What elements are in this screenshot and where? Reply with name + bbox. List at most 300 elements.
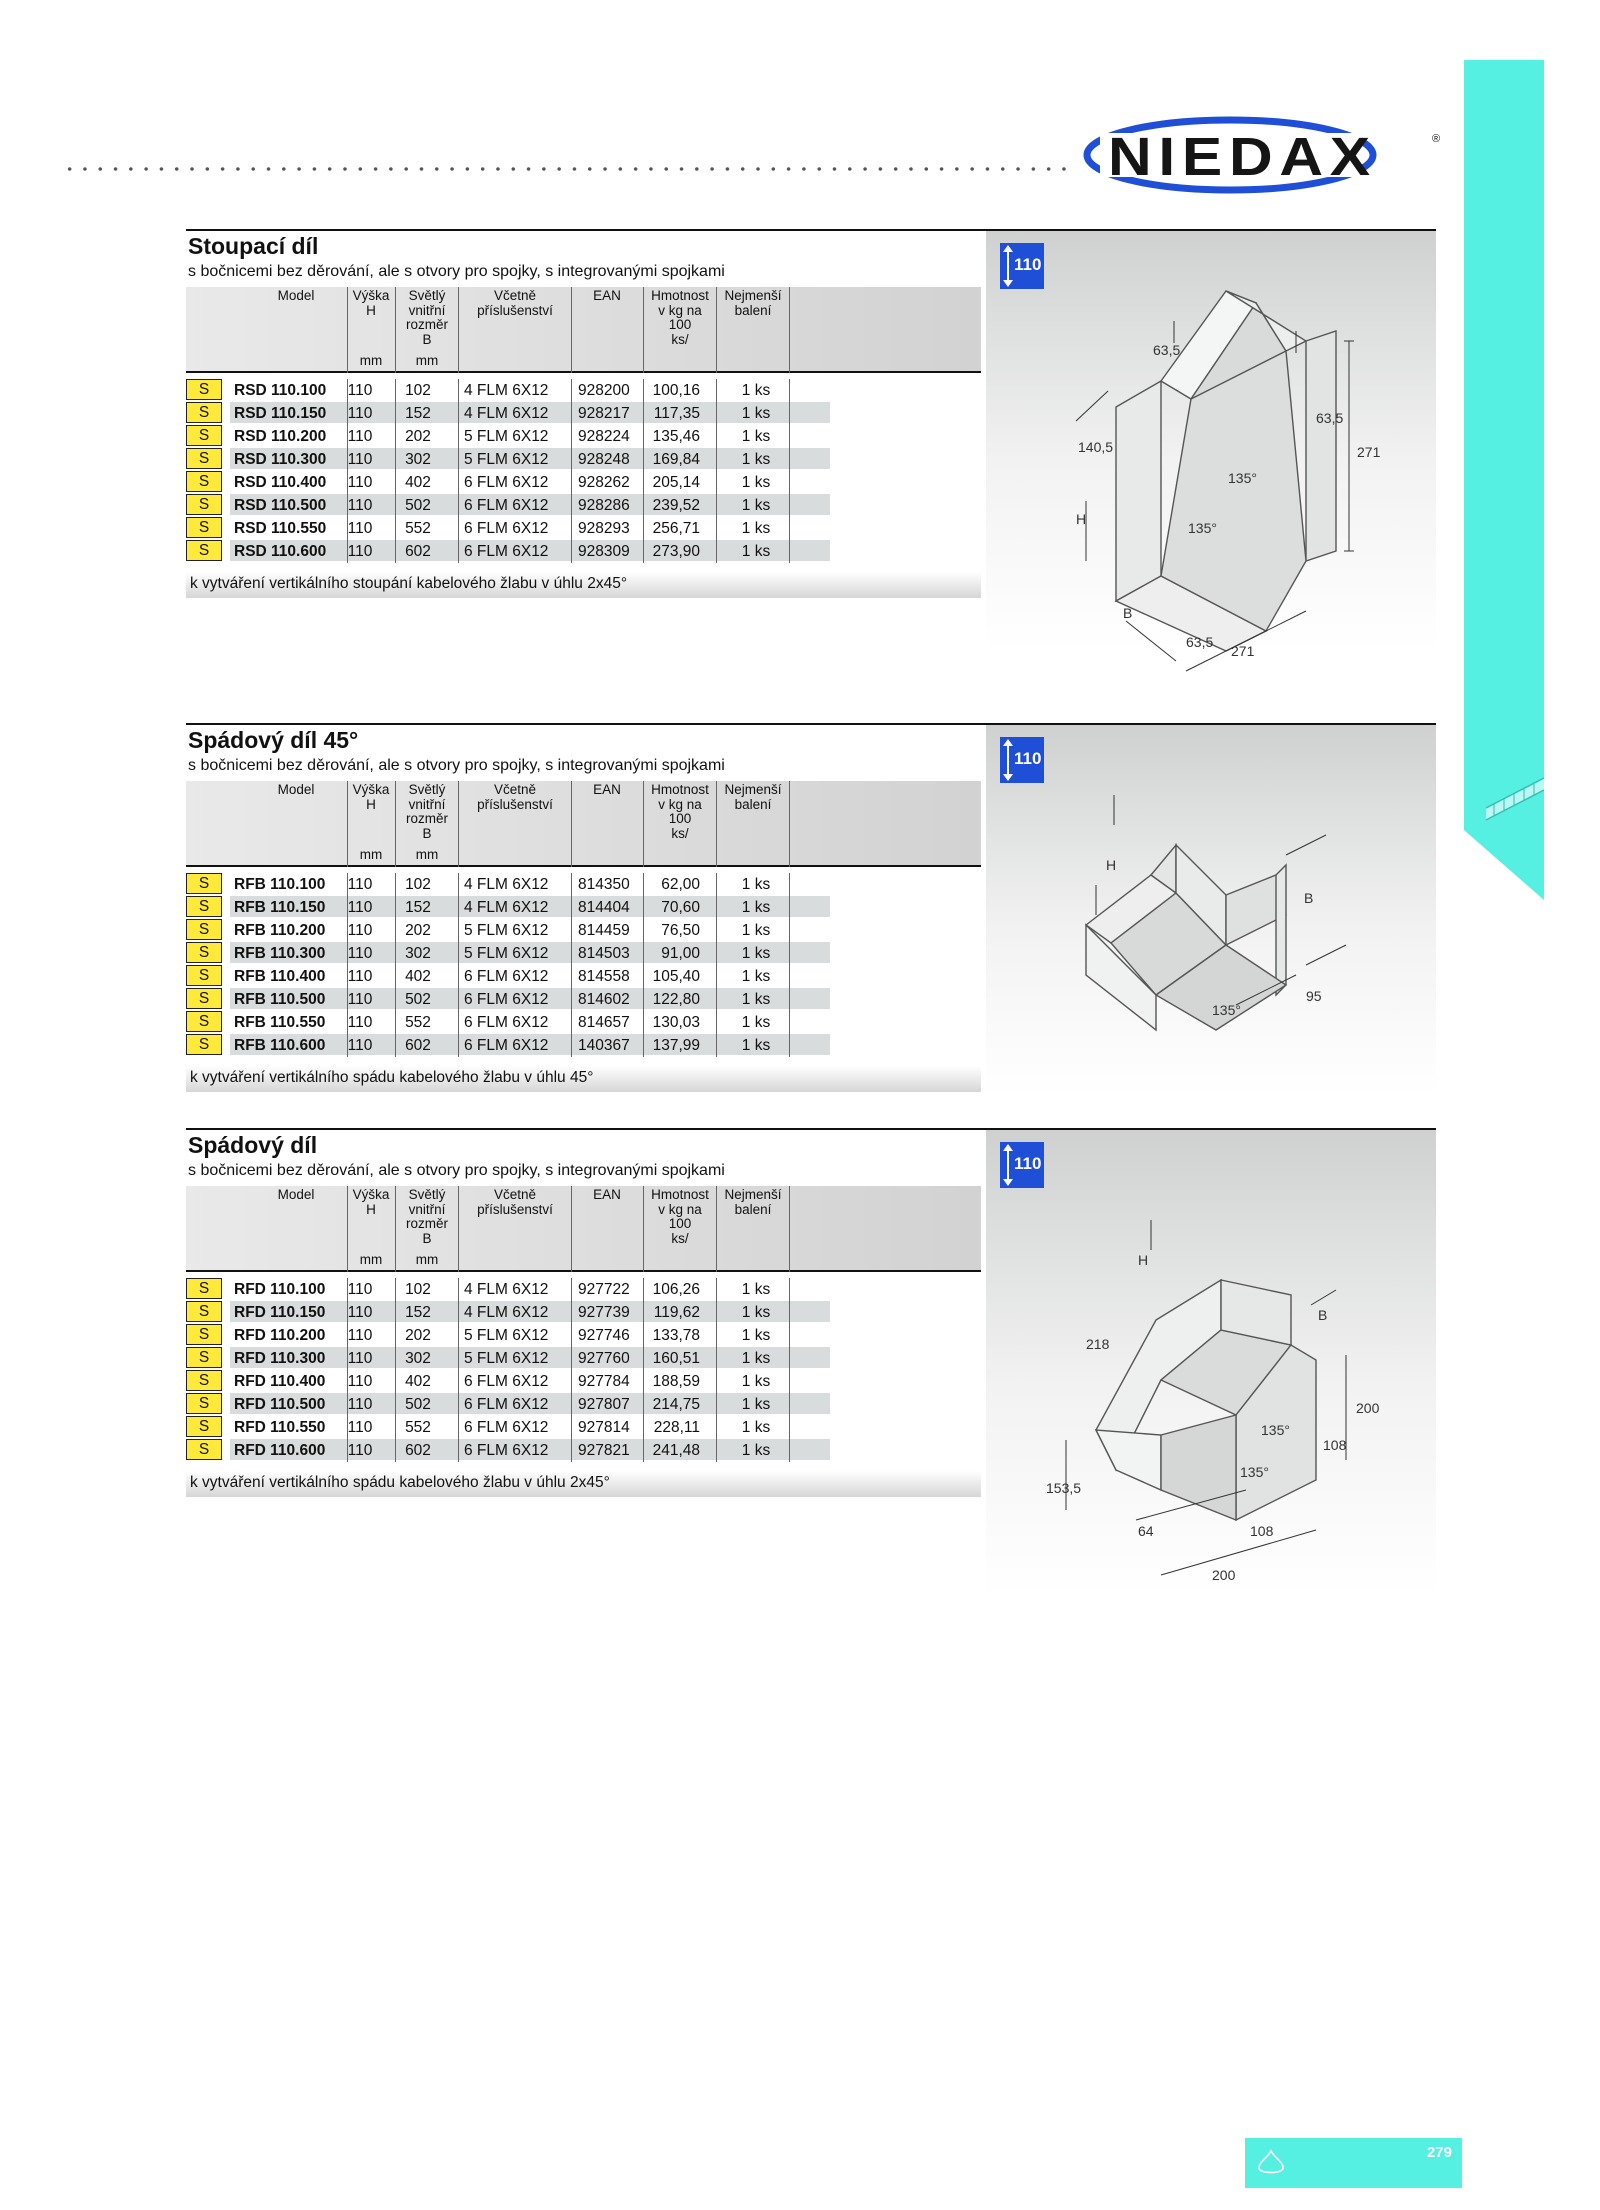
- cell-ean: 814459: [578, 922, 630, 939]
- table-row: [186, 873, 981, 896]
- col-divider: [716, 1034, 717, 1057]
- cell-model: RSD 110.500: [234, 497, 327, 514]
- table-row: [186, 1011, 981, 1034]
- col-divider: [347, 471, 348, 494]
- col-divider: [571, 1393, 572, 1416]
- col-divider: [347, 540, 348, 563]
- th-model: Model: [277, 1187, 315, 1202]
- cell-weight: 188,59: [652, 1373, 700, 1390]
- col-divider: [458, 379, 459, 402]
- col-divider: [789, 988, 790, 1011]
- col-divider: [347, 402, 348, 425]
- cell-height: 110: [347, 1037, 373, 1054]
- th-weight: Hmotnost v kg na 100 ks/: [651, 1187, 709, 1246]
- table-row: [186, 471, 981, 494]
- stock-badge: S: [186, 1347, 222, 1368]
- cell-width: 402: [405, 474, 431, 491]
- col-divider: [395, 1034, 396, 1057]
- section-title: Stoupací díl: [188, 233, 319, 259]
- niedax-logo: [1080, 117, 1440, 197]
- cell-ean: 928293: [578, 520, 630, 537]
- col-divider: [395, 1301, 396, 1324]
- cell-pack: 1 ks: [741, 968, 771, 985]
- th-model: Model: [277, 288, 315, 303]
- cell-model: RFD 110.600: [234, 1442, 326, 1459]
- cell-height: 110: [347, 405, 373, 422]
- col-divider: [347, 1347, 348, 1370]
- cell-height: 110: [347, 899, 373, 916]
- cell-accessories: 5 FLM 6X12: [464, 1327, 549, 1344]
- dim-label: H: [1138, 1252, 1149, 1268]
- cell-model: RFB 110.100: [234, 876, 326, 893]
- dim-label: 108: [1323, 1437, 1347, 1453]
- col-divider: [789, 942, 790, 965]
- cell-accessories: 6 FLM 6X12: [464, 520, 549, 537]
- table-row: [186, 1301, 981, 1324]
- col-divider: [571, 1439, 572, 1462]
- col-divider: [347, 425, 348, 448]
- cell-width: 202: [405, 428, 431, 445]
- dim-label: 63,5: [1153, 342, 1181, 358]
- unit-b: mm: [415, 847, 439, 862]
- cell-ean: 814558: [578, 968, 630, 985]
- col-divider: [571, 919, 572, 942]
- header-dotted-rule: [62, 166, 1072, 172]
- col-divider: [395, 965, 396, 988]
- table-row: [186, 1324, 981, 1347]
- stock-badge: S: [186, 1011, 222, 1032]
- col-divider: [347, 379, 348, 402]
- col-divider: [643, 494, 644, 517]
- col-divider: [458, 540, 459, 563]
- col-divider: [395, 1393, 396, 1416]
- unit-h: mm: [359, 847, 383, 862]
- dim-label: B: [1123, 605, 1133, 621]
- col-divider: [789, 1324, 790, 1347]
- table-row: [186, 494, 981, 517]
- cell-model: RSD 110.150: [234, 405, 327, 422]
- table-body: [186, 1278, 981, 1462]
- col-divider: [789, 1301, 790, 1324]
- cell-ean: 928224: [578, 428, 630, 445]
- cell-accessories: 4 FLM 6X12: [464, 405, 549, 422]
- th-accessories: Včetně příslušenství: [477, 1187, 553, 1217]
- cell-accessories: 6 FLM 6X12: [464, 1014, 549, 1031]
- col-divider: [458, 896, 459, 919]
- stock-badge: S: [186, 942, 222, 963]
- cell-accessories: 6 FLM 6X12: [464, 968, 549, 985]
- section-stoupaci-dil: [186, 229, 1436, 659]
- cell-accessories: 6 FLM 6X12: [464, 1442, 549, 1459]
- stock-badge: S: [186, 448, 222, 469]
- col-divider: [395, 1416, 396, 1439]
- cell-weight: 239,52: [652, 497, 700, 514]
- cell-width: 152: [405, 899, 431, 916]
- col-divider: [347, 517, 348, 540]
- col-divider: [458, 1393, 459, 1416]
- col-divider: [643, 448, 644, 471]
- figure-panel: [986, 1130, 1436, 1595]
- table-body: [186, 873, 981, 1057]
- figure-panel: [986, 231, 1436, 659]
- col-divider: [395, 1324, 396, 1347]
- th-weight: Hmotnost v kg na 100 ks/: [651, 288, 709, 347]
- cell-model: RFB 110.150: [234, 899, 326, 916]
- col-divider: [395, 448, 396, 471]
- cell-model: RFB 110.550: [234, 1014, 326, 1031]
- drop-45-drawing: [986, 725, 1436, 1095]
- cell-weight: 62,00: [661, 876, 700, 893]
- cell-weight: 256,71: [652, 520, 700, 537]
- cell-height: 110: [347, 991, 373, 1008]
- col-divider: [643, 379, 644, 402]
- cell-height: 110: [347, 382, 373, 399]
- cell-height: 110: [347, 474, 373, 491]
- cell-width: 552: [405, 1014, 431, 1031]
- col-divider: [571, 965, 572, 988]
- table-body: [186, 379, 981, 563]
- dim-label: 153,5: [1046, 1480, 1082, 1496]
- stock-badge: S: [186, 494, 222, 515]
- cell-accessories: 6 FLM 6X12: [464, 497, 549, 514]
- cell-height: 110: [347, 1350, 373, 1367]
- col-divider: [716, 494, 717, 517]
- col-divider: [571, 1416, 572, 1439]
- unit-h: mm: [359, 353, 383, 368]
- col-divider: [571, 517, 572, 540]
- cell-ean: 928200: [578, 382, 630, 399]
- table-row: [186, 965, 981, 988]
- cell-height: 110: [347, 1281, 373, 1298]
- cell-ean: 927739: [578, 1304, 630, 1321]
- cell-accessories: 4 FLM 6X12: [464, 899, 549, 916]
- cell-ean: 928248: [578, 451, 630, 468]
- stock-badge: S: [186, 988, 222, 1009]
- col-divider: [458, 448, 459, 471]
- brand-wordmark: NIEDAX: [1108, 127, 1377, 187]
- cell-pack: 1 ks: [741, 428, 771, 445]
- col-divider: [789, 448, 790, 471]
- col-divider: [789, 1370, 790, 1393]
- col-divider: [716, 1439, 717, 1462]
- cell-model: RSD 110.550: [234, 520, 327, 537]
- cell-pack: 1 ks: [741, 520, 771, 537]
- height-110-badge: 110: [1000, 1142, 1044, 1188]
- col-divider: [716, 919, 717, 942]
- col-divider: [571, 942, 572, 965]
- dim-label: 108: [1250, 1523, 1274, 1539]
- col-divider: [395, 402, 396, 425]
- col-divider: [716, 1011, 717, 1034]
- cell-ean: 927807: [578, 1396, 630, 1413]
- col-divider: [347, 494, 348, 517]
- page-footer: [1245, 2138, 1462, 2188]
- table-row: [186, 1439, 981, 1462]
- cell-accessories: 6 FLM 6X12: [464, 991, 549, 1008]
- cell-pack: 1 ks: [741, 382, 771, 399]
- cell-height: 110: [347, 1304, 373, 1321]
- cell-height: 110: [347, 945, 373, 962]
- cell-weight: 273,90: [652, 543, 700, 560]
- col-divider: [571, 402, 572, 425]
- table-header: [186, 1186, 981, 1272]
- col-divider: [716, 1370, 717, 1393]
- col-divider: [347, 1301, 348, 1324]
- th-height: Výška H: [352, 782, 390, 812]
- col-divider: [716, 1347, 717, 1370]
- col-divider: [458, 1278, 459, 1301]
- col-divider: [716, 471, 717, 494]
- unit-h: mm: [359, 1252, 383, 1267]
- cell-accessories: 6 FLM 6X12: [464, 474, 549, 491]
- stock-badge: S: [186, 965, 222, 986]
- cell-ean: 814657: [578, 1014, 630, 1031]
- col-divider: [458, 1011, 459, 1034]
- cell-accessories: 4 FLM 6X12: [464, 876, 549, 893]
- col-divider: [716, 1301, 717, 1324]
- col-divider: [395, 540, 396, 563]
- col-divider: [789, 965, 790, 988]
- col-divider: [571, 1011, 572, 1034]
- cell-pack: 1 ks: [741, 1396, 771, 1413]
- cell-height: 110: [347, 543, 373, 560]
- col-divider: [458, 1439, 459, 1462]
- col-divider: [571, 1034, 572, 1057]
- stock-badge: S: [186, 517, 222, 538]
- table-header: [186, 287, 981, 373]
- col-divider: [571, 494, 572, 517]
- stock-badge: S: [186, 402, 222, 423]
- col-divider: [571, 1370, 572, 1393]
- cell-pack: 1 ks: [741, 451, 771, 468]
- table-row: [186, 1393, 981, 1416]
- dim-label: 63,5: [1186, 634, 1214, 650]
- col-divider: [716, 448, 717, 471]
- cell-ean: 140367: [578, 1037, 630, 1054]
- table-row: [186, 942, 981, 965]
- cell-model: RFD 110.100: [234, 1281, 326, 1298]
- col-divider: [716, 1324, 717, 1347]
- cell-weight: 133,78: [652, 1327, 700, 1344]
- table-row: [186, 1370, 981, 1393]
- dim-label: 95: [1306, 988, 1322, 1004]
- table-row: [186, 1347, 981, 1370]
- dim-label: 135°: [1261, 1422, 1290, 1438]
- col-divider: [716, 896, 717, 919]
- cell-pack: 1 ks: [741, 1037, 771, 1054]
- cell-height: 110: [347, 876, 373, 893]
- cell-model: RFD 110.200: [234, 1327, 326, 1344]
- col-divider: [458, 471, 459, 494]
- col-divider: [571, 896, 572, 919]
- cell-accessories: 5 FLM 6X12: [464, 1350, 549, 1367]
- col-divider: [716, 965, 717, 988]
- cell-weight: 119,62: [653, 1304, 700, 1321]
- col-divider: [643, 540, 644, 563]
- cell-ean: 927760: [578, 1350, 630, 1367]
- col-divider: [643, 1324, 644, 1347]
- cell-weight: 76,50: [661, 922, 700, 939]
- col-divider: [571, 873, 572, 896]
- cell-model: RFB 110.300: [234, 945, 326, 962]
- col-divider: [395, 942, 396, 965]
- page-number: 279: [1426, 2144, 1452, 2161]
- col-divider: [643, 1034, 644, 1057]
- section-title: Spádový díl: [188, 1132, 318, 1158]
- col-divider: [347, 873, 348, 896]
- cell-pack: 1 ks: [741, 1442, 771, 1459]
- col-divider: [643, 1439, 644, 1462]
- col-divider: [458, 425, 459, 448]
- cell-ean: 928309: [578, 543, 630, 560]
- cell-accessories: 4 FLM 6X12: [464, 382, 549, 399]
- cell-height: 110: [347, 497, 373, 514]
- col-divider: [643, 1370, 644, 1393]
- col-divider: [347, 1034, 348, 1057]
- col-divider: [395, 873, 396, 896]
- cell-ean: 928262: [578, 474, 630, 491]
- col-divider: [571, 448, 572, 471]
- col-divider: [458, 1034, 459, 1057]
- col-divider: [789, 287, 790, 373]
- stock-badge: S: [186, 919, 222, 940]
- cell-accessories: 6 FLM 6X12: [464, 1373, 549, 1390]
- cell-width: 202: [405, 922, 431, 939]
- stock-badge: S: [186, 1324, 222, 1345]
- col-divider: [789, 781, 790, 867]
- th-accessories: Včetně příslušenství: [477, 782, 553, 812]
- section-note: k vytváření vertikálního stoupání kabelového žlabu v úhlu 2x45°: [186, 572, 981, 598]
- col-divider: [395, 494, 396, 517]
- dim-label: B: [1318, 1307, 1328, 1323]
- cell-height: 110: [347, 1014, 373, 1031]
- th-width: Světlý vnitřní rozměr B: [405, 782, 448, 841]
- col-divider: [571, 540, 572, 563]
- cell-accessories: 6 FLM 6X12: [464, 1037, 549, 1054]
- cell-height: 110: [347, 1327, 373, 1344]
- cell-pack: 1 ks: [741, 899, 771, 916]
- col-divider: [789, 1186, 790, 1272]
- cell-model: RFB 110.200: [234, 922, 326, 939]
- dim-label: 135°: [1228, 470, 1257, 486]
- table-row: [186, 1278, 981, 1301]
- col-divider: [571, 1347, 572, 1370]
- col-divider: [789, 1347, 790, 1370]
- drop-2x45-drawing: [986, 1130, 1436, 1595]
- col-divider: [716, 425, 717, 448]
- col-divider: [789, 1416, 790, 1439]
- cell-model: RSD 110.300: [234, 451, 327, 468]
- col-divider: [789, 1011, 790, 1034]
- col-divider: [347, 1439, 348, 1462]
- col-divider: [716, 540, 717, 563]
- height-110-badge: 110: [1000, 243, 1044, 289]
- col-divider: [395, 517, 396, 540]
- col-divider: [789, 471, 790, 494]
- cell-pack: 1 ks: [741, 1350, 771, 1367]
- dim-label: 271: [1357, 444, 1381, 460]
- table-row: [186, 448, 981, 471]
- cell-ean: 927821: [578, 1442, 630, 1459]
- col-divider: [347, 448, 348, 471]
- section-subtitle: s bočnicemi bez děrování, ale s otvory pro spojky, s integrovanými spojkami: [188, 1162, 725, 1179]
- cell-width: 602: [405, 543, 431, 560]
- col-divider: [395, 896, 396, 919]
- col-divider: [347, 1011, 348, 1034]
- col-divider: [458, 402, 459, 425]
- cell-ean: 927814: [578, 1419, 630, 1436]
- stock-badge: S: [186, 873, 222, 894]
- cell-model: RFD 110.550: [234, 1419, 326, 1436]
- cell-ean: 927746: [578, 1327, 630, 1344]
- unit-b: mm: [415, 1252, 439, 1267]
- cell-ean: 814503: [578, 945, 630, 962]
- col-divider: [643, 1416, 644, 1439]
- dim-label: 64: [1138, 1523, 1154, 1539]
- cell-ean: 814602: [578, 991, 630, 1008]
- cell-width: 302: [405, 945, 431, 962]
- stock-badge: S: [186, 1439, 222, 1460]
- section-spadovy-dil-45: [186, 723, 1436, 1098]
- cell-width: 152: [405, 405, 431, 422]
- col-divider: [458, 919, 459, 942]
- stock-badge: S: [186, 425, 222, 446]
- cell-pack: 1 ks: [741, 1419, 771, 1436]
- col-divider: [716, 942, 717, 965]
- col-divider: [643, 873, 644, 896]
- stock-badge: S: [186, 1370, 222, 1391]
- cell-model: RFD 110.400: [234, 1373, 326, 1390]
- cell-height: 110: [347, 922, 373, 939]
- col-divider: [716, 1393, 717, 1416]
- cell-width: 502: [405, 497, 431, 514]
- col-divider: [716, 988, 717, 1011]
- table-row: [186, 896, 981, 919]
- col-divider: [458, 942, 459, 965]
- col-divider: [571, 1278, 572, 1301]
- cell-width: 202: [405, 1327, 431, 1344]
- col-divider: [571, 988, 572, 1011]
- dim-label: 271: [1231, 643, 1255, 659]
- section-title: Spádový díl 45°: [188, 727, 359, 753]
- cell-ean: 927722: [578, 1281, 630, 1298]
- stock-badge: S: [186, 471, 222, 492]
- cell-pack: 1 ks: [741, 405, 771, 422]
- col-divider: [458, 965, 459, 988]
- col-divider: [458, 1301, 459, 1324]
- cell-weight: 214,75: [652, 1396, 700, 1413]
- col-divider: [716, 873, 717, 896]
- col-divider: [789, 1439, 790, 1462]
- cell-pack: 1 ks: [741, 922, 771, 939]
- section-subtitle: s bočnicemi bez děrování, ale s otvory pro spojky, s integrovanými spojkami: [188, 263, 725, 280]
- dim-label: 200: [1356, 1400, 1380, 1416]
- cell-accessories: 6 FLM 6X12: [464, 543, 549, 560]
- dim-label: 135°: [1240, 1464, 1269, 1480]
- dim-label: 218: [1086, 1336, 1110, 1352]
- unit-b: mm: [415, 353, 439, 368]
- col-divider: [458, 988, 459, 1011]
- table-row: [186, 988, 981, 1011]
- th-pack: Nejmenší balení: [724, 1187, 782, 1217]
- col-divider: [571, 1301, 572, 1324]
- dim-label: B: [1304, 890, 1314, 906]
- stock-badge: S: [186, 896, 222, 917]
- dim-label: 63,5: [1316, 410, 1344, 426]
- col-divider: [571, 471, 572, 494]
- col-divider: [347, 1324, 348, 1347]
- cell-width: 502: [405, 1396, 431, 1413]
